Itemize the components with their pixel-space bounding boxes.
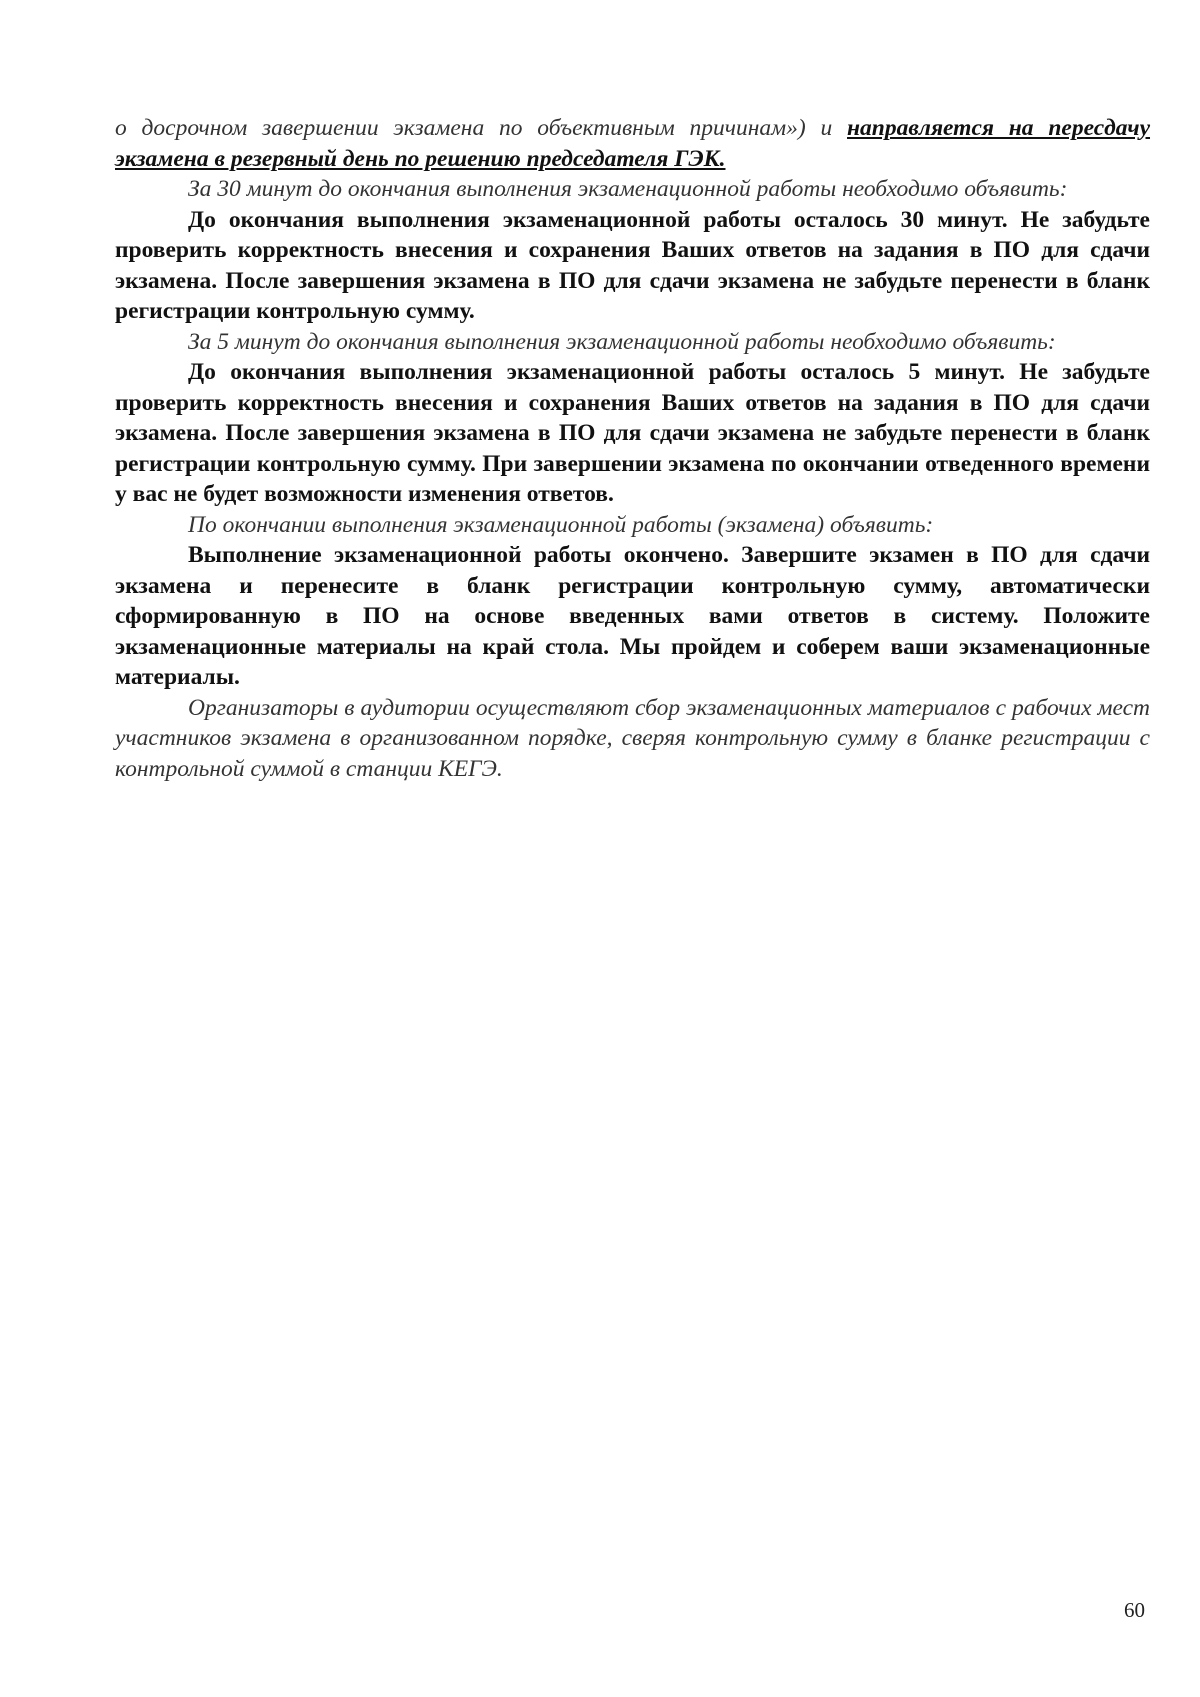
announcement-end: Выполнение экзаменационной работы окончено. Завершите экзамен в ПО для сдачи экзамена и перенесите в бланк регистрации контрольную сумму, автоматически сформированную в ПО на основе введенных вами ответов в систему. Положите экзаменационные материалы на край стола. Мы пройдем и соберем ваши экзаменационные материалы. [115,542,1150,690]
retake-instruction: направляется на пересдачу экзамена в резервный день по решению председателя ГЭК. [115,115,1151,172]
document-page [115,113,1150,784]
page-number: 60 [1124,1598,1145,1622]
paragraph-early-completion [115,113,1150,174]
collection-procedure: Организаторы в аудитории осуществляют сбор экзаменационных материалов с рабочих мест участников экзамена в организованном порядке, сверяя контрольную сумму в бланке регистрации с контрольной суммой в станции КЕГЭ. [115,694,1150,782]
announcement-30-min: До окончания выполнения экзаменационной работы осталось 30 минут. Не забудьте проверить корректность внесения и сохранения Ваших ответов на задания в ПО для сдачи экзамена. После завершения экзамена в ПО для сдачи экзамена не забудьте перенести в бланк регистрации контрольную сумму. [115,206,1150,324]
early-completion-text: о досрочном завершении экзамена по объективным причинам») и [115,115,848,141]
announcement-5-min: До окончания выполнения экзаменационной работы осталось 5 минут. Не забудьте проверить корректность внесения и сохранения Ваших ответов на задания в ПО для сдачи экзамена. После завершения экзамена в ПО для сдачи экзамена не забудьте перенести в бланк регистрации контрольную сумму. При завершении экзамена по окончании отведенного времени у вас не будет возможности изменения ответов. [115,359,1150,507]
instruction-30-min: За 30 минут до окончания выполнения экзаменационной работы необходимо объявить: [188,176,1068,202]
instruction-5-min: За 5 минут до окончания выполнения экзаменационной работы необходимо объявить: [188,328,1056,355]
instruction-end: По окончании выполнения экзаменационной работы (экзамена) объявить: [188,511,934,538]
